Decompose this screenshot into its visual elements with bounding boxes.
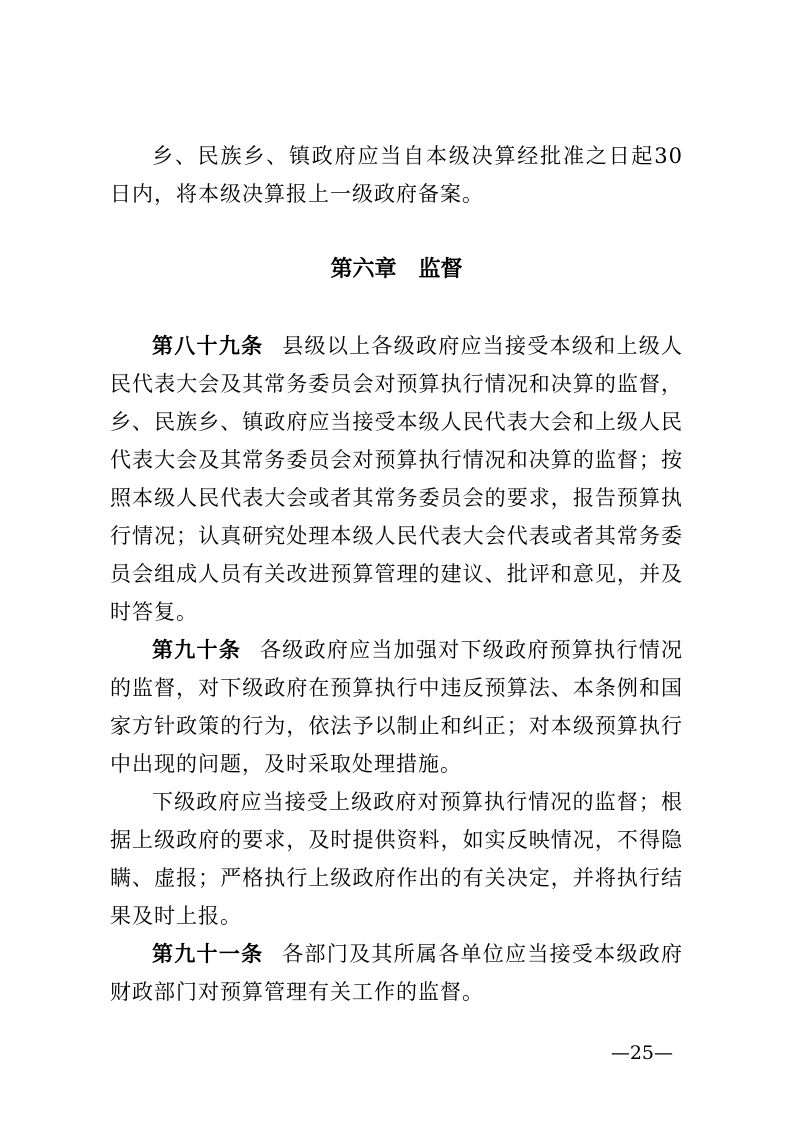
article-90-paragraph-2: 下级政府应当接受上级政府对预算执行情况的监督；根据上级政府的要求，及时提供资料，如实反映情况，不得隐瞒、虚报；严格执行上级政府作出的有关决定，并将执行结果及时上报。 [110,790,683,928]
article-label: 第九十条 [152,638,242,662]
article-90 [110,631,683,783]
intro-paragraph: 乡、民族乡、镇政府应当自本级决算经批准之日起30日内，将本级决算报上一级政府备案。 [110,144,683,206]
chapter-number: 第六章 [330,257,397,282]
page-number: —25— [610,1042,673,1064]
article-text: 县级以上各级政府应当接受本级和上级人民代表大会及其常务委员会对预算执行情况和决算的监督，乡、民族乡、镇政府应当接受本级人民代表大会和上级人民代表大会及其常务委员会对预算执行情况和决算的监督；按照本级人民代表大会或者其常务委员会的要求，报告预算执行情况；认真研究处理本级人民代表大会代表或者其常务委员会组成人员有关改进预算管理的建议、批评和意见，并及时答复。 [110,334,684,624]
article-label: 第八十九条 [152,334,264,358]
article-text: 各级政府应当加强对下级政府预算执行情况的监督，对下级政府在预算执行中违反预算法、本条例和国家方针政策的行为，依法予以制止和纠正；对本级预算执行中出现的问题，及时采取处理措施。 [110,638,684,776]
article-89 [110,327,683,631]
chapter-heading [0,252,793,288]
article-text: 各部门及其所属各单位应当接受本级政府财政部门对预算管理有关工作的监督。 [110,942,684,1004]
intro-block [110,137,683,213]
chapter-title: 监督 [418,257,463,282]
article-91 [110,935,683,1011]
article-label: 第九十一条 [152,942,264,966]
articles-block [110,327,683,1011]
